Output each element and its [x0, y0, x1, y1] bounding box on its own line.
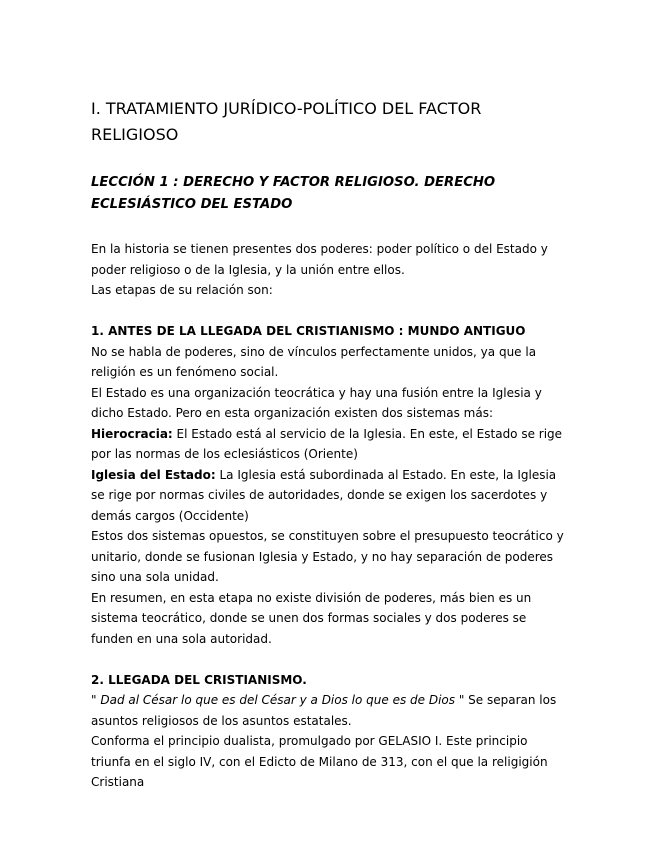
- quote-paragraph: [91, 690, 571, 731]
- iglesia-estado-paragraph: [91, 465, 571, 527]
- quote-open: ": [91, 693, 101, 707]
- section-1-paragraph-2: El Estado es una organización teocrática y hay una fusión entre la Iglesia y dicho Estado. Pero en esta organización existen dos sistemas más:: [91, 385, 542, 420]
- section-2-paragraph-1: Conforma el principio dualista, promulgado por GELASIO I. Este principio triunfa en el siglo IV, con el Edicto de Milano de 313, con el que la religigión Cristiana: [91, 734, 548, 789]
- hierocracia-label: Hierocracia:: [91, 426, 173, 441]
- intro-paragraph-2: Las etapas de su relación son:: [91, 283, 273, 297]
- section-1-paragraph-4: En resumen, en esta etapa no existe división de poderes, más bien es un sistema teocrático, donde se unen dos formas sociales y dos poderes se funden en una sola autoridad.: [91, 590, 532, 646]
- iglesia-estado-label: Iglesia del Estado:: [91, 467, 216, 482]
- spacer: [91, 649, 571, 670]
- section-1-paragraph-1: No se habla de poderes, sino de vínculos perfectamente unidos, ya que la religión es un fenómeno social.: [91, 344, 537, 379]
- section-1-heading: 1. ANTES DE LA LLEGADA DEL CRISTIANISMO : MUNDO ANTIGUO: [91, 324, 526, 338]
- section-1-paragraph-3: Estos dos sistemas opuestos, se constituyen sobre el presupuesto teocrático y unitario, donde se fusionan Iglesia y Estado, y no hay separación de poderes sino una sola unidad.: [91, 529, 564, 584]
- quote-close: " Se separan los asuntos religiosos de los asuntos estatales.: [91, 693, 557, 728]
- lesson-heading: LECCIÓN 1 : DERECHO Y FACTOR RELIGIOSO. DERECHO ECLESIÁSTICO DEL ESTADO: [91, 175, 496, 212]
- document-body: [91, 239, 571, 793]
- section-2-heading: 2. LLEGADA DEL CRISTIANISMO.: [91, 672, 307, 687]
- quote-text: Dad al César lo que es del César y a Dios lo que es de Dios: [100, 693, 456, 707]
- spacer: [91, 301, 571, 322]
- intro-paragraph-1: En la historia se tienen presentes dos poderes: poder político o del Estado y poder religioso o de la Iglesia, y la unión entre ellos.: [91, 242, 548, 277]
- hierocracia-paragraph: [91, 424, 571, 465]
- iglesia-estado-text: La Iglesia está subordinada al Estado. En este, la Iglesia se rige por normas civiles de autoridades, donde se exigen los sacerdotes y demás cargos (Occidente): [91, 467, 557, 523]
- hierocracia-text: El Estado está al servicio de la Iglesia. En este, el Estado se rige por las normas de los eclesiásticos (Oriente): [91, 426, 563, 461]
- document-title: I. TRATAMIENTO JURÍDICO-POLÍTICO DEL FACTOR RELIGIOSO: [91, 99, 482, 144]
